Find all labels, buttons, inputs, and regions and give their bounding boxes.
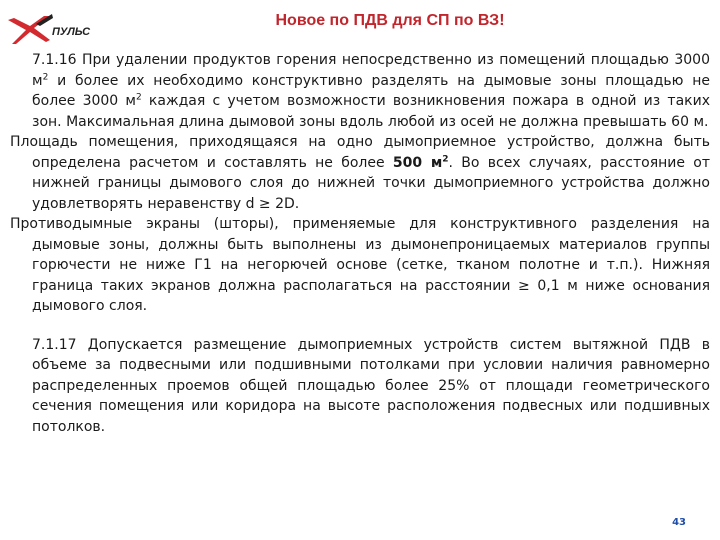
paragraph-smoke-screens: Противодымные экраны (шторы), применяемые для конструктивного разделения на дымовые зоны, должны быть выполнены из дымонепроницаемых материалов группы горючести не ниже Г1 на негорючей основе (сетке, тканом полотне и т.п.). Нижняя граница таких экранов должна располагаться на расстоянии ≥ 0,1 м ниже основания дымового слоя. xyxy=(10,216,710,314)
paragraph-text: и более их необходимо конструктивно разделять на дымовые зоны площадью не более 3000 м xyxy=(32,72,710,109)
slide-title: Новое по ПДВ для СП по ВЗ! xyxy=(275,12,505,29)
paragraph-text: . Во всех случаях, расстояние от нижней границы дымового слоя до нижней точки дымоприемного устройства должно удовлетворять неравенству d ≥ 2D. xyxy=(32,154,710,212)
superscript: 2 xyxy=(135,92,142,103)
logo-emblem-icon xyxy=(6,12,54,48)
logo-text: ПУЛЬС xyxy=(52,26,91,38)
page-number: 43 xyxy=(672,517,686,528)
bold-text: 500 м xyxy=(392,154,443,171)
paragraph-text: Площадь помещения, приходящаяся на одно дымоприемное устройство, должна быть определена расчетом и составлять не более xyxy=(10,134,710,171)
superscript: 2 xyxy=(442,153,449,164)
company-logo xyxy=(6,12,96,52)
paragraph-area-per-device xyxy=(10,132,710,214)
superscript: 2 xyxy=(42,71,49,82)
bold-value xyxy=(393,155,449,171)
paragraph-text: каждая с учетом возможности возникновения пожара в одной из таких зон. Максимальная длина дымовой зоны вдоль любой из осей не должна превышать 60 м. xyxy=(32,93,710,130)
paragraph-7-1-16 xyxy=(10,50,710,132)
paragraph-text: 7.1.16 При удалении продуктов горения непосредственно из помещений площадью 3000 м xyxy=(32,52,710,89)
paragraph-7-1-17: 7.1.17 Допускается размещение дымоприемных устройств систем вытяжной ПДВ в объеме за подвесными или подшивными потолками при условии наличия равномерно распределенных проемов общей площадью более 25% от площади геометрического сечения помещения или коридора на высоте расположения подвесных или подшивных потолков. xyxy=(32,336,710,435)
slide-content xyxy=(10,50,710,540)
